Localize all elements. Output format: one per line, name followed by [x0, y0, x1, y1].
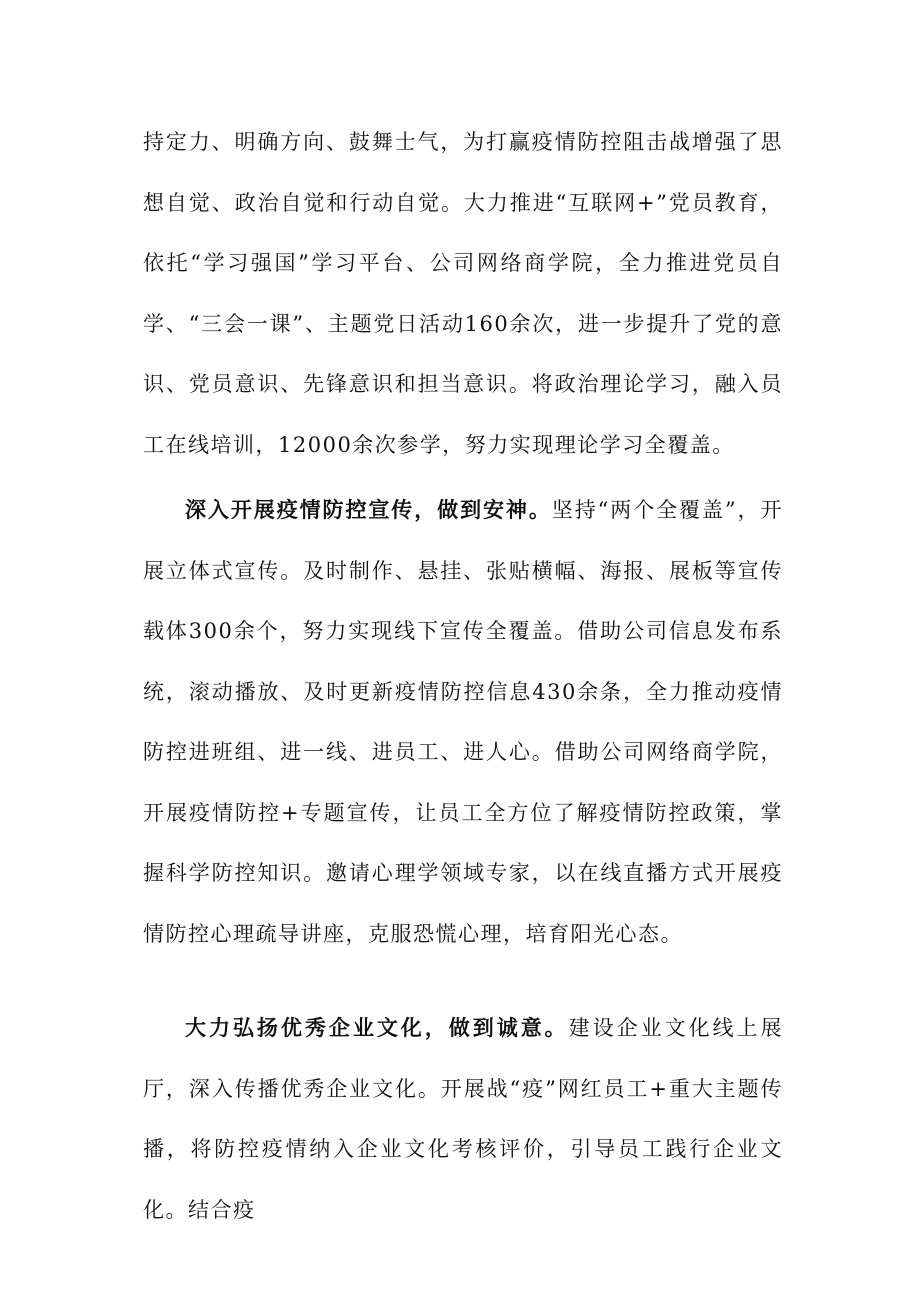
paragraph-1-body: 持定力、明确方向、鼓舞士气，为打赢疫情防控阻击战增强了思想自觉、政治自觉和行动自觉。大力推进“互联网+”党员教育，依托“学习强国”学习平台、公司网络商学院，全力推进党员自学、“三会一课”、主题党日活动160余次，进一步提升了党的意识、党员意识、先锋意识和担当意识。将政治理论学习，融入员工在线培训，12000余次参学，努力实现理论学习全覆盖。	[143, 130, 783, 457]
paragraph-1	[143, 112, 783, 475]
paragraph-2	[143, 480, 783, 964]
paragraph-3-body: 建设企业文化线上展厅，深入传播优秀企业文化。开展战“疫”网红员工+重大主题传播，将防控疫情纳入企业文化考核评价，引导员工践行企业文化。结合疫	[143, 1016, 784, 1222]
paragraph-2-body: 坚持“两个全覆盖”，开展立体式宣传。及时制作、悬挂、张贴横幅、海报、展板等宣传载体300余个，努力实现线下宣传全覆盖。借助公司信息发布系统，滚动播放、及时更新疫情防控信息430余条，全力推动疫情防控进班组、进一线、进员工、进人心。借助公司网络商学院，开展疫情防控+专题宣传，让员工全方位了解疫情防控政策，掌握科学防控知识。邀请心理学领域专家，以在线直播方式开展疫情防控心理疏导讲座，克服恐慌心理，培育阳光心态。	[143, 498, 783, 946]
paragraph-2-heading: 深入开展疫情防控宣传，做到安神。	[185, 497, 552, 522]
paragraph-3-heading: 大力弘扬优秀企业文化，做到诚意。	[185, 1015, 569, 1040]
paragraph-3	[143, 998, 783, 1240]
